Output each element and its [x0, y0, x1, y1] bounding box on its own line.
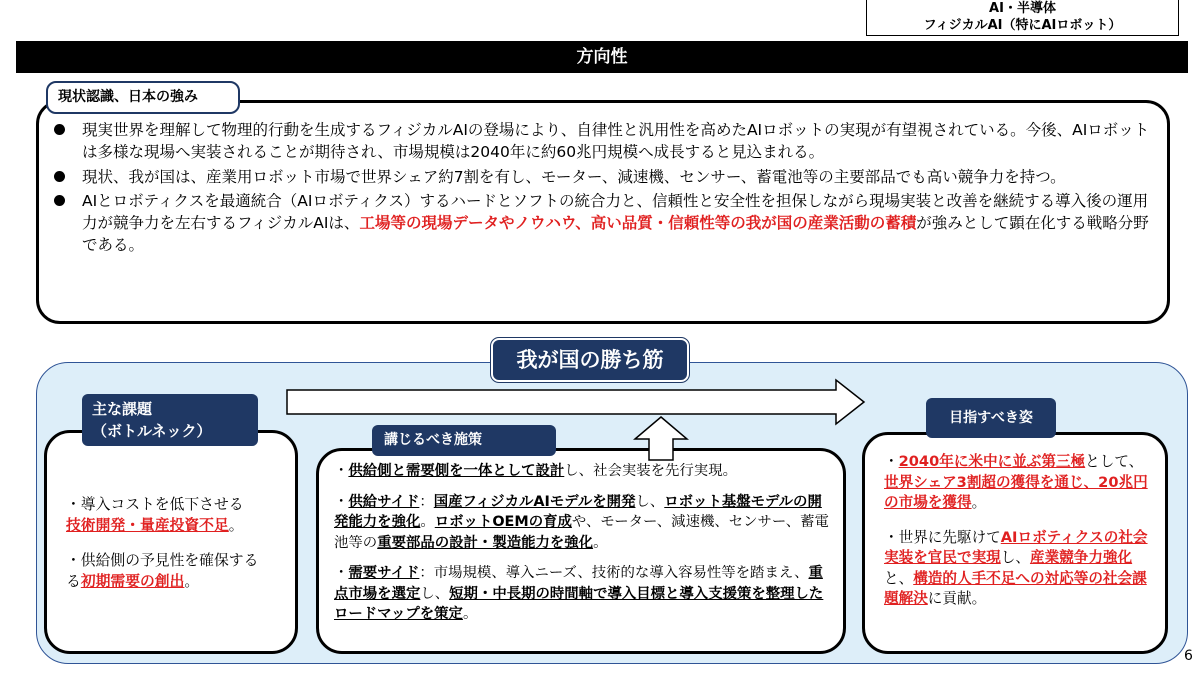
issues-text — [66, 494, 292, 606]
goal-item-1: ・2040年に米中に並ぶ第三極として、世界シェア3割超の獲得を通じ、20兆円の市場を獲得。 — [884, 453, 1148, 511]
status-bullet-list — [52, 120, 1162, 260]
strategy-title: 我が国の勝ち筋 — [491, 338, 689, 382]
category-line-1: AI・半導体 — [989, 1, 1056, 16]
direction-banner: 方向性 — [16, 41, 1188, 73]
status-section-label: 現状認識、日本の強み — [46, 81, 240, 114]
measures-label: 講じるべき施策 — [372, 425, 556, 456]
measure-item-3: ・需要サイド：市場規模、導入ニーズ、技術的な導入容易性等を踏まえ、重点市場を選定し、短期・中長期の時間軸で導入目標と導入支援策を整理したロードマップを策定。 — [334, 565, 824, 622]
goal-label: 目指すべき姿 — [926, 398, 1056, 438]
bullet-icon — [54, 195, 65, 206]
bullet-icon — [54, 124, 65, 135]
highlight-strength: 工場等の現場データやノウハウ、高い品質・信頼性等の我が国の産業活動の蓄積 — [359, 214, 917, 233]
document-category-tag — [866, 0, 1179, 36]
issue-item-2: ・供給側の予見性を確保する る初期需要の創出。 — [66, 552, 259, 590]
up-arrow-icon — [633, 415, 689, 461]
bullet-icon — [54, 171, 65, 182]
status-bullet-2: 現状、我が国は、産業用ロボット市場で世界シェア約7割を有し、モーター、減速機、センサー、蓄電池等の主要部品でも高い競争力を持つ。 — [52, 167, 1162, 189]
page-number: 6 — [1184, 648, 1193, 664]
category-line-2: フィジカルAI（特にAIロボット） — [923, 18, 1122, 33]
issue-item-1: ・導入コストを低下させる 技術開発・量産投資不足。 — [66, 496, 244, 534]
goal-text — [884, 452, 1156, 624]
goal-item-2: ・世界に先駆けてAIロボティクスの社会実装を官民で実現し、産業競争力強化と、構造的人手不足への対応等の社会課題解決に貢献。 — [884, 528, 1148, 607]
measures-text — [334, 461, 832, 625]
status-bullet-3: AIとロボティクスを最適統合（AIロボティクス）するハードとソフトの統合力と、信頼性と安全性を担保しながら現場実装と改善を継続する導入後の運用力が競争力を左右するフィジカルAIは、工場等の現場データやノウハウ、高い品質・信頼性等の我が国の産業活動の蓄積が強みとして顕在化する戦略分野である。 — [52, 191, 1162, 256]
status-bullet-1: 現実世界を理解して物理的行動を生成するフィジカルAIの登場により、自律性と汎用性を高めたAIロボットの実現が有望視されている。今後、AIロボットは多様な現場へ実装されることが期待され、市場規模は2040年に約60兆円規模へ成長すると見込まれる。 — [52, 120, 1162, 164]
right-arrow-icon — [286, 378, 866, 426]
issues-label: 主な課題 （ボトルネック） — [82, 394, 258, 446]
measure-item-2: ・供給サイド：国産フィジカルAIモデルを開発し、ロボット基盤モデルの開発能力を強化。ロボットOEMの育成や、モーター、減速機、センサー、蓄電池等の重要部品の設計・製造能力を強化。 — [334, 493, 829, 551]
measure-item-1: ・供給側と需要側を一体として設計し、社会実装を先行実現。 — [334, 463, 737, 479]
